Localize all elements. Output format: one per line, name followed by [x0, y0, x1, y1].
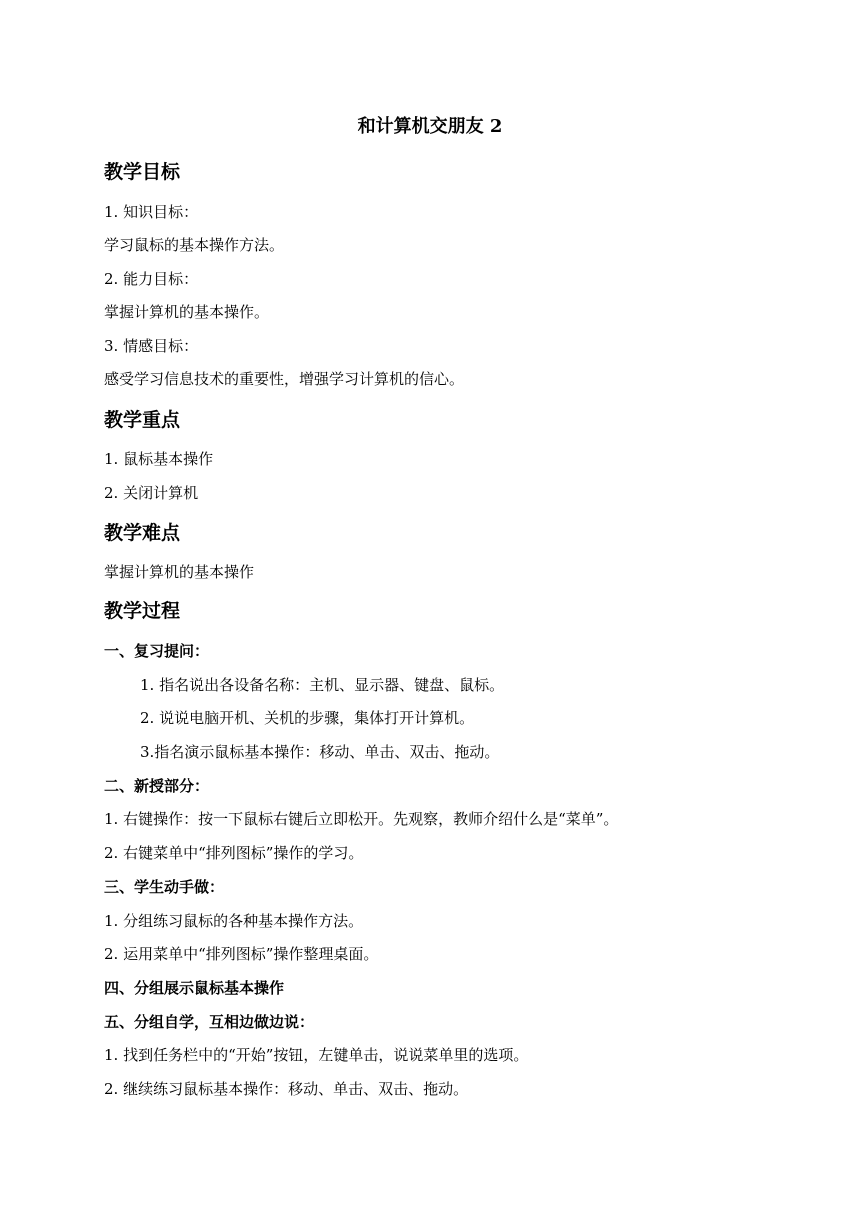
process-part-heading: 四、分组展示鼠标基本操作: [104, 979, 285, 997]
process-line: 1. 右键操作：按一下鼠标右键后立即松开。先观察，教师介绍什么是“菜单”。: [104, 810, 619, 828]
section-heading-key-points: 教学重点: [104, 409, 181, 431]
process-line: 2. 继续练习鼠标基本操作：移动、单击、双击、拖动。: [104, 1080, 469, 1098]
section-heading-objectives: 教学目标: [104, 161, 181, 183]
section-heading-difficulties: 教学难点: [104, 522, 181, 544]
key-points-line: 1. 鼠标基本操作: [104, 450, 214, 468]
objectives-line: 感受学习信息技术的重要性，增强学习计算机的信心。: [104, 370, 465, 388]
objectives-line: 2. 能力目标：: [104, 270, 199, 288]
objectives-line: 学习鼠标的基本操作方法。: [104, 236, 285, 254]
process-line: 3.指名演示鼠标基本操作：移动、单击、双击、拖动。: [140, 743, 500, 761]
document-title: 和计算机交朋友 2: [357, 116, 503, 137]
process-line: 2. 右键菜单中“排列图标”操作的学习。: [104, 844, 364, 862]
objectives-line: 掌握计算机的基本操作。: [104, 303, 270, 321]
process-line: 1. 指名说出各设备名称：主机、显示器、键盘、鼠标。: [140, 676, 505, 694]
section-heading-process: 教学过程: [104, 600, 181, 622]
process-part-heading: 一、复习提问：: [104, 642, 210, 660]
objectives-line: 1. 知识目标：: [104, 203, 199, 221]
process-line: 1. 找到任务栏中的“开始”按钮，左键单击，说说菜单里的选项。: [104, 1046, 529, 1064]
process-line: 2. 运用菜单中“排列图标”操作整理桌面。: [104, 945, 379, 963]
objectives-line: 3. 情感目标：: [104, 337, 199, 355]
difficulties-line: 掌握计算机的基本操作: [104, 563, 255, 581]
process-part-heading: 三、学生动手做：: [104, 878, 225, 896]
key-points-line: 2. 关闭计算机: [104, 484, 199, 502]
process-part-heading: 五、分组自学，互相边做边说：: [104, 1013, 315, 1031]
process-line: 1. 分组练习鼠标的各种基本操作方法。: [104, 912, 364, 930]
process-line: 2. 说说电脑开机、关机的步骤，集体打开计算机。: [140, 709, 475, 727]
process-part-heading: 二、新授部分：: [104, 777, 210, 795]
